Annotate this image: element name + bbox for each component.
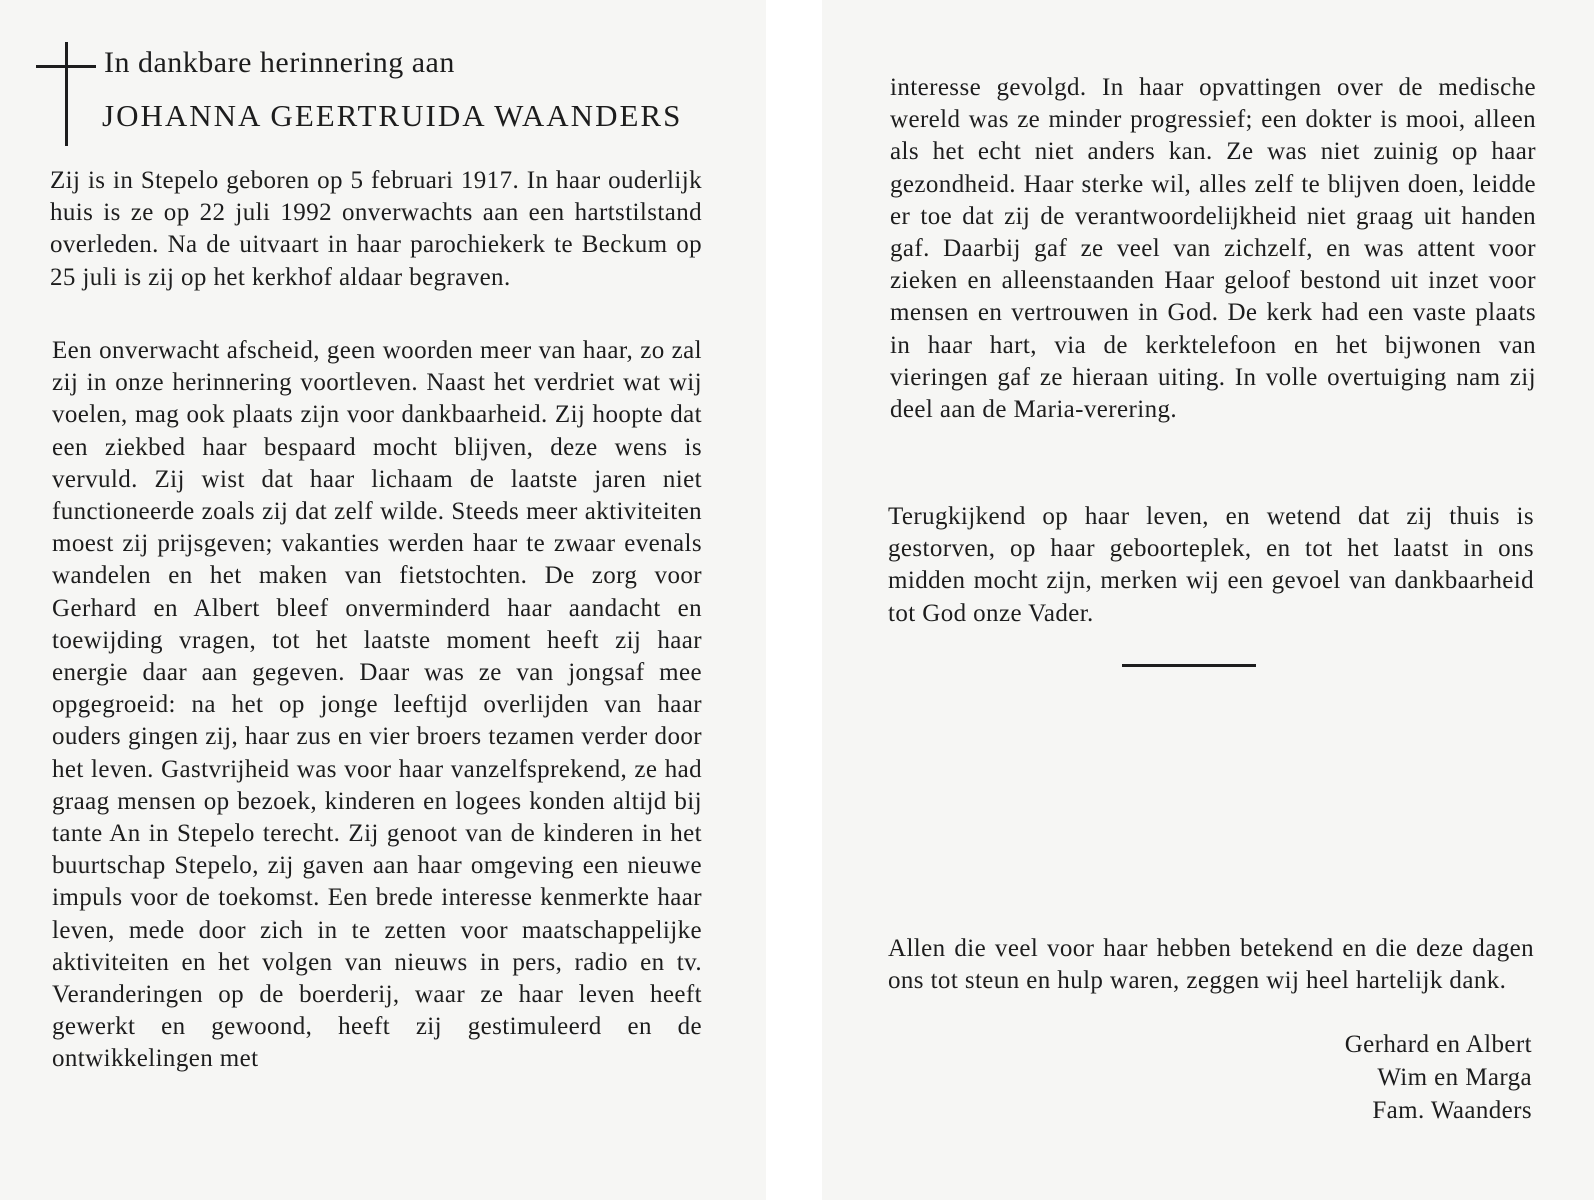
signature-line: Wim en Marga [1377, 1064, 1532, 1091]
signature-line: Fam. Waanders [1372, 1097, 1532, 1124]
cross-icon [36, 42, 98, 148]
paragraph-text: Zij is in Stepelo geboren op 5 februari 1917. In haar ouderlijk huis is ze op 22 juli 1992 onverwachts aan een hartstilstand overleden. Na de uitvaart in haar parochiekerk te Beckum op 25 juli is zij op het kerkhof aldaar begraven. [50, 167, 702, 291]
signature-line: Gerhard en Albert [1344, 1031, 1532, 1058]
paragraph-text: Terugkijkend op haar leven, en wetend dat zij thuis is gestorven, op haar geboorteplek, en tot het laatst in ons midden mocht zijn, merken wij een gevoel van dankbaarheid tot God onze Vader. [888, 503, 1534, 627]
paragraph-reflection [888, 501, 1534, 630]
paragraph-text: Allen die veel voor haar hebben betekend en die deze dagen ons tot steun en hulp waren, zeggen wij heel hartelijk dank. [888, 935, 1534, 995]
divider [1122, 664, 1256, 667]
paragraph-text: Een onverwacht afscheid, geen woorden meer van haar, zo zal zij in onze herinnering voortleven. Naast het verdriet wat wij voelen, mag ook plaats zijn voor dankbaarheid. Zij hoopte dat een ziekbed haar bespaard mocht blijven, deze wens is vervuld. Zij wist dat haar lichaam de laatste jaren niet functioneerde zoals zij dat zelf wilde. Steeds meer aktiviteiten moest zij prijsgeven; vakanties werden haar te zwaar evenals wandelen en het maken van fietstochten. De zorg voor Gerhard en Albert bleef onverminderd haar aandacht en toewijding vragen, tot het laatste moment heeft zij haar energie daar aan gegeven. Daar was ze van jongsaf mee opgegroeid: na het op jonge leeftijd overlijden van haar ouders gingen zij, haar zus en vier broers tezamen verder door het leven. Gastvrijheid was voor haar vanzelfsprekend, ze had graag mensen op bezoek, kinderen en logees konden altijd bij tante An in Stepelo terecht. Zij genoot van de kinderen in het buurtschap Stepelo, zij gaven aan haar omgeving een nieuwe impuls voor de toekomst. Een brede interesse kenmerkte haar leven, mede door zich in te zetten voor maatschappelijke aktiviteiten en het volgen van nieuws in pers, radio en tv. Veranderingen op de boerderij, waar ze haar leven heeft gewerkt en gewoond, heeft zij gestimuleerd en de ontwikkelingen met [52, 337, 702, 1073]
signature-block [1345, 1028, 1532, 1127]
paragraph-text: interesse gevolgd. In haar opvattingen over de medische wereld was ze minder progressief; een dokter is mooi, alleen als het echt niet anders kan. Ze was niet zuinig op haar gezondheid. Haar sterke wil, alles zelf te blijven doen, leidde er toe dat zij de verantwoordelijkheid niet graag uit handen gaf. Daarbij gaf ze veel van zichzelf, en was attent voor zieken en alleenstaanden Haar geloof bestond uit inzet voor mensen en vertrouwen in God. De kerk had een vaste plaats in haar hart, via de kerktelefoon en het bijwonen van vieringen gaf ze hieraan uiting. In volle overtuiging nam zij deel aan de Maria-verering. [890, 74, 1536, 424]
card-left-page [0, 0, 766, 1200]
paragraph-remembrance [52, 335, 702, 1076]
paragraph-thanks [888, 933, 1534, 997]
deceased-name: JOHANNA GEERTRUIDA WAANDERS [102, 98, 683, 133]
intro-line: In dankbare herinnering aan [104, 46, 455, 79]
paragraph-birth-death [50, 165, 702, 294]
paragraph-faith [890, 72, 1536, 426]
